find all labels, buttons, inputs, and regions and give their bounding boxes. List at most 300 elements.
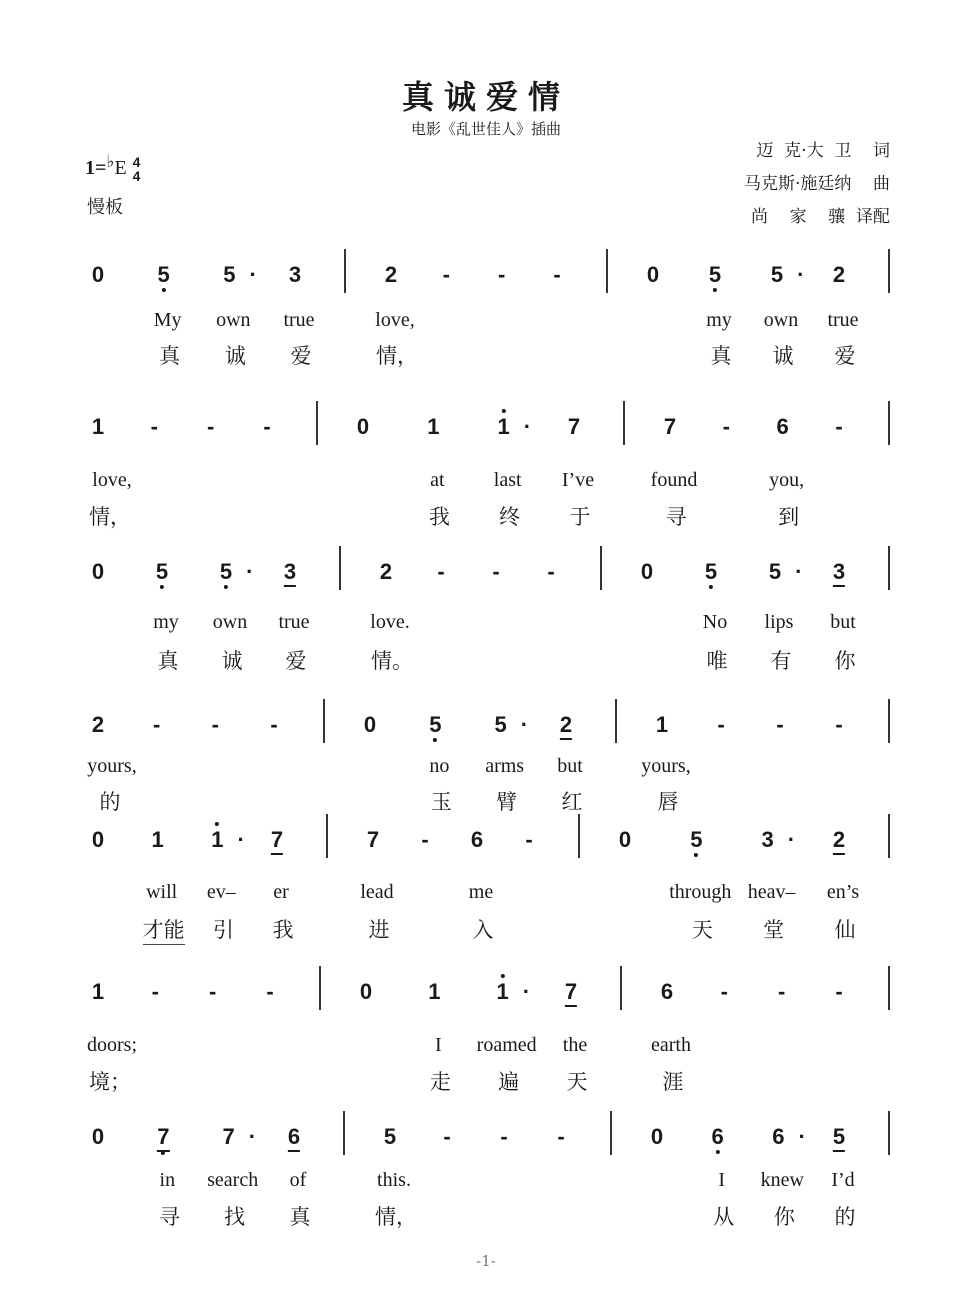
lyric-english: My — [153, 309, 182, 331]
note — [385, 263, 397, 287]
translator-credit: 尚 家 骧 译配 — [750, 207, 890, 227]
lyric-english: love, — [375, 309, 415, 331]
note-digit: 0 — [363, 712, 377, 737]
note-digit: 5 — [157, 262, 170, 287]
lyric-english: I — [434, 1034, 442, 1056]
note — [367, 828, 379, 852]
bar-line — [888, 1111, 890, 1155]
note-digit: 7 — [567, 414, 581, 439]
dash-extension — [500, 1125, 507, 1149]
note-digit: 7 — [663, 414, 677, 439]
lyric-chinese: 天 — [691, 918, 713, 942]
dash-extension — [835, 415, 842, 439]
lyric-chinese: 诚 — [224, 344, 246, 368]
bar-line — [344, 249, 346, 293]
note-digit: 1 — [91, 414, 105, 439]
note-digit: - — [442, 262, 450, 287]
dash-extension — [270, 713, 277, 737]
note — [156, 560, 168, 584]
dash-extension — [553, 263, 560, 287]
augmentation-dot: · — [798, 1124, 806, 1149]
note-digit: - — [553, 262, 561, 287]
note — [357, 415, 369, 439]
lyric-chinese: 的 — [99, 790, 121, 814]
note-digit: 0 — [618, 827, 632, 852]
note-digit: - — [717, 712, 725, 737]
bar-line — [578, 814, 580, 858]
note — [384, 1125, 396, 1149]
note-digit: 6 — [711, 1124, 724, 1149]
bar-line — [620, 966, 622, 1010]
note — [157, 1125, 169, 1152]
lyric-chinese: 爱 — [290, 344, 312, 368]
note-digit: - — [270, 712, 278, 737]
note-digit: - — [208, 979, 217, 1004]
dash-extension — [207, 415, 214, 439]
note — [664, 415, 676, 439]
lyric-chinese: 才能 — [143, 914, 185, 945]
dash-extension — [263, 415, 270, 439]
lyric-english: I’ve — [561, 469, 595, 491]
augmentation-dot: · — [249, 262, 257, 287]
lyricist-credit: 迈 克·大 卫 词 — [756, 141, 890, 161]
note-digit: 1 — [151, 827, 164, 852]
note-digit: 5 — [155, 559, 169, 584]
lyric-english: at — [430, 469, 445, 491]
lyric-english: of — [289, 1169, 307, 1191]
note-digit: - — [206, 414, 215, 439]
bar-line — [888, 546, 890, 590]
lyric-chinese: 引 — [212, 918, 234, 942]
lyric-english: but — [830, 611, 856, 633]
dash-extension — [547, 560, 554, 584]
note — [92, 263, 104, 287]
note-digit: - — [547, 559, 555, 584]
time-bottom: 4 — [132, 168, 141, 185]
lyric-chinese: 走 — [429, 1070, 451, 1094]
note — [651, 1125, 663, 1149]
lyric-chinese: 唇 — [657, 790, 679, 814]
lyric-chinese: 我 — [428, 505, 450, 529]
bar-line — [339, 546, 341, 590]
augmentation-dot: · — [520, 712, 529, 737]
note-digit: 5 — [383, 1124, 397, 1149]
lyric-english: lead — [360, 881, 394, 903]
note — [712, 1125, 724, 1149]
lyric-english: found — [650, 469, 698, 491]
dash-extension — [778, 980, 785, 1004]
note-digit: 1 · — [497, 414, 532, 439]
note-digit: 5 — [833, 1125, 845, 1152]
dash-extension — [776, 713, 783, 737]
note-digit: 3 — [284, 560, 296, 587]
lyric-english: but — [557, 755, 583, 777]
note — [92, 713, 104, 737]
lyric-english: no — [429, 755, 450, 777]
note-digit: - — [421, 827, 429, 852]
dash-extension — [492, 560, 499, 584]
note — [211, 827, 245, 852]
note — [833, 828, 845, 855]
note-digit: - — [720, 979, 728, 1004]
note — [661, 980, 673, 1004]
note-digit: 7 · — [222, 1124, 257, 1149]
note-digit: 0 — [91, 827, 105, 852]
lyric-chinese: 你 — [834, 649, 856, 673]
note-digit: 2 — [384, 262, 398, 287]
note — [647, 263, 659, 287]
lyric-chinese: 境； — [89, 1070, 131, 1094]
lyric-chinese: 诚 — [772, 344, 794, 368]
lyric-chinese: 堂 — [763, 918, 785, 942]
composer-credit: 马克斯·施廷纳 曲 — [743, 174, 890, 194]
note-digit: - — [151, 979, 159, 1004]
note — [380, 560, 392, 584]
note-digit: - — [722, 414, 730, 439]
augmentation-dot: · — [237, 827, 245, 852]
lyric-chinese: 寻 — [665, 505, 687, 529]
note-digit: 1 — [91, 979, 105, 1004]
note — [560, 713, 572, 740]
note-digit: 7 — [271, 828, 283, 855]
note-digit: 1 — [427, 414, 440, 439]
note-digit: 6 — [470, 827, 484, 852]
lyric-english: my — [153, 611, 179, 633]
note-digit: 7 — [565, 980, 577, 1007]
note — [158, 263, 170, 287]
note — [496, 979, 531, 1004]
note-digit: 1 · — [496, 979, 531, 1004]
lyric-chinese: 仙 — [834, 918, 856, 942]
lyric-english: this. — [377, 1169, 411, 1191]
lyric-chinese: 唯 — [706, 649, 728, 673]
augmentation-dot: · — [797, 262, 805, 287]
dash-extension — [266, 980, 273, 1004]
dash-extension — [153, 713, 160, 737]
lyric-english: yours, — [641, 755, 691, 777]
lyric-chinese: 真 — [710, 344, 732, 368]
augmentation-dot: · — [523, 414, 532, 439]
note — [656, 713, 668, 737]
note-digit: 0 — [91, 1124, 105, 1149]
lyric-english: en’s — [826, 881, 860, 903]
flat-icon: ♭ — [106, 152, 115, 171]
bar-line — [319, 966, 321, 1010]
note-digit: - — [263, 414, 271, 439]
note-digit: 2 — [832, 262, 846, 287]
lyric-chinese: 终 — [499, 505, 521, 529]
lyric-english: own — [763, 309, 799, 331]
note — [471, 828, 483, 852]
lyric-chinese: 找 — [224, 1205, 246, 1229]
note — [289, 263, 301, 287]
note-digit: 1 — [655, 712, 669, 737]
note-digit: 5 · — [219, 559, 254, 584]
dash-extension — [721, 980, 728, 1004]
note — [777, 415, 789, 439]
note — [770, 262, 805, 287]
note — [705, 560, 717, 584]
note-digit: 5 · — [768, 559, 803, 584]
note — [833, 263, 845, 287]
note-digit: 2 — [560, 713, 572, 740]
note-digit: - — [835, 712, 843, 737]
lyric-english: yours, — [87, 755, 137, 777]
note — [219, 559, 254, 584]
note — [833, 1125, 845, 1152]
note-digit: - — [150, 414, 158, 439]
lyric-english: true — [278, 611, 310, 633]
lyric-chinese: 情。 — [371, 649, 413, 673]
note — [565, 980, 577, 1007]
note-digit: 1 · — [211, 827, 245, 852]
lyric-chinese: 真 — [157, 649, 179, 673]
augmentation-dot: · — [795, 559, 803, 584]
lyric-english: arms — [485, 755, 525, 777]
dash-extension — [212, 713, 219, 737]
augmentation-dot: · — [787, 827, 796, 852]
note — [641, 560, 653, 584]
note — [364, 713, 376, 737]
dash-extension — [443, 1125, 450, 1149]
note-digit: 0 — [91, 559, 105, 584]
note — [568, 415, 580, 439]
lyric-english: heav– — [747, 881, 796, 903]
lyric-english: search — [207, 1169, 259, 1191]
key-prefix: 1= — [85, 157, 107, 179]
dash-extension — [557, 1125, 564, 1149]
lyric-english: I’d — [831, 1169, 855, 1191]
note-digit: - — [437, 559, 445, 584]
note — [92, 560, 104, 584]
lyric-chinese: 情， — [375, 1205, 417, 1229]
note — [772, 1124, 806, 1149]
bar-line — [615, 699, 617, 743]
note — [152, 828, 164, 852]
lyric-english: lips — [764, 611, 794, 633]
note-digit: 6 — [288, 1125, 300, 1152]
key-signature — [85, 152, 140, 183]
lyric-chinese: 诚 — [221, 649, 243, 673]
lyric-chinese: 有 — [770, 649, 792, 673]
note-digit: 6 · — [772, 1124, 806, 1149]
note-digit: 0 — [640, 559, 654, 584]
note-digit: - — [777, 979, 786, 1004]
lyric-english: through — [669, 881, 732, 903]
lyric-chinese: 臂 — [496, 790, 518, 814]
bar-line — [623, 401, 625, 445]
note-digit: 5 · — [223, 262, 257, 287]
lyric-chinese: 红 — [561, 790, 583, 814]
note — [288, 1125, 300, 1152]
lyric-english: true — [827, 309, 859, 331]
note — [427, 415, 439, 439]
dash-extension — [209, 980, 216, 1004]
dash-extension — [723, 415, 730, 439]
note — [497, 414, 532, 439]
time-signature — [133, 155, 141, 183]
dash-extension — [443, 263, 450, 287]
lyric-english: earth — [651, 1034, 691, 1056]
note — [92, 828, 104, 852]
lyric-english: own — [216, 309, 251, 331]
lyric-english: No — [702, 611, 728, 633]
bar-line — [888, 249, 890, 293]
note — [271, 828, 283, 855]
bar-line — [316, 401, 318, 445]
dash-extension — [835, 980, 842, 1004]
note — [92, 1125, 104, 1149]
note-digit: - — [500, 1124, 508, 1149]
note-digit: 3 — [833, 560, 845, 587]
note — [833, 560, 845, 587]
dash-extension — [152, 980, 159, 1004]
note-digit: 6 — [776, 414, 789, 439]
lyric-english: love. — [370, 611, 410, 633]
lyric-chinese: 玉 — [430, 790, 452, 814]
lyric-chinese: 真 — [289, 1205, 311, 1229]
lyric-chinese: 情， — [89, 505, 131, 529]
note-digit: 7 — [157, 1125, 169, 1152]
lyric-english: in — [159, 1169, 176, 1191]
lyric-chinese: 的 — [834, 1205, 856, 1229]
dash-extension — [525, 828, 532, 852]
note — [223, 262, 257, 287]
lyric-chinese: 爱 — [834, 344, 856, 368]
lyric-chinese: 真 — [159, 344, 181, 368]
note-digit: - — [557, 1124, 565, 1149]
note — [690, 828, 702, 852]
note-digit: 0 — [356, 414, 370, 439]
augmentation-dot: · — [248, 1124, 257, 1149]
note — [494, 712, 529, 737]
bar-line — [600, 546, 602, 590]
tempo-marking: 慢板 — [87, 197, 123, 218]
note-digit: 2 — [833, 828, 845, 855]
bar-line — [888, 814, 890, 858]
note-digit: 5 · — [770, 262, 805, 287]
lyric-english: doors; — [87, 1034, 137, 1056]
lyric-english: roamed — [476, 1034, 537, 1056]
lyric-chinese: 涯 — [662, 1070, 684, 1094]
lyric-english: knew — [760, 1169, 804, 1191]
lyric-english: me — [468, 881, 494, 903]
lyric-chinese: 我 — [272, 918, 294, 942]
note-digit: - — [152, 712, 161, 737]
dash-extension — [421, 828, 428, 852]
note — [709, 263, 721, 287]
dash-extension — [151, 415, 158, 439]
bar-line — [610, 1111, 612, 1155]
note-digit: 6 — [660, 979, 674, 1004]
note-digit: 2 — [379, 559, 393, 584]
note-digit: 5 — [708, 262, 722, 287]
note-digit: 1 — [428, 979, 441, 1004]
lyric-chinese: 情， — [376, 344, 418, 368]
note-digit: 0 — [646, 262, 660, 287]
lyric-english: I — [718, 1169, 725, 1191]
lyric-english: you, — [769, 469, 805, 491]
time-top: 4 — [132, 154, 141, 171]
lyric-english: own — [212, 611, 248, 633]
page-number: -1- — [476, 1252, 496, 1270]
bar-line — [323, 699, 325, 743]
note — [428, 980, 440, 1004]
note — [284, 560, 296, 587]
lyric-english: last — [493, 469, 522, 491]
note-digit: - — [443, 1124, 451, 1149]
note — [768, 559, 803, 584]
song-title: 真诚爱情 — [401, 78, 570, 116]
lyric-chinese: 爱 — [285, 649, 307, 673]
bar-line — [888, 401, 890, 445]
note-digit: 7 — [366, 827, 380, 852]
lyric-english: ev– — [206, 881, 236, 903]
note — [92, 415, 104, 439]
note-digit: - — [776, 712, 784, 737]
bar-line — [326, 814, 328, 858]
note-digit: - — [835, 979, 843, 1004]
note — [360, 980, 372, 1004]
note — [761, 827, 796, 852]
key-note: E — [114, 157, 127, 179]
note-digit: - — [266, 979, 274, 1004]
lyric-english: love, — [92, 469, 132, 491]
note-digit: - — [497, 262, 506, 287]
lyric-chinese: 你 — [773, 1205, 795, 1229]
note-digit: 5 — [704, 559, 718, 584]
lyric-english: will — [146, 881, 178, 903]
lyric-english: er — [273, 881, 289, 903]
bar-line — [343, 1111, 345, 1155]
lyric-english: my — [706, 309, 732, 331]
note-digit: 5 — [429, 712, 442, 737]
augmentation-dot: · — [522, 979, 531, 1004]
note-digit: - — [835, 414, 843, 439]
note-digit: - — [525, 827, 533, 852]
lyric-english: the — [562, 1034, 588, 1056]
note-digit: 3 — [288, 262, 302, 287]
note-digit: 0 — [650, 1124, 664, 1149]
note — [222, 1124, 257, 1149]
note-digit: 5 · — [494, 712, 529, 737]
note-digit: 3 · — [761, 827, 796, 852]
dash-extension — [717, 713, 724, 737]
note-digit: 2 — [91, 712, 105, 737]
augmentation-dot: · — [246, 559, 254, 584]
bar-line — [606, 249, 608, 293]
note-digit: 0 — [91, 262, 105, 287]
lyric-chinese: 遍 — [498, 1070, 520, 1094]
bar-line — [888, 966, 890, 1010]
lyric-chinese: 到 — [778, 505, 800, 529]
note-digit: 0 — [359, 979, 373, 1004]
dash-extension — [835, 713, 842, 737]
note-digit: - — [492, 559, 500, 584]
lyric-chinese: 从 — [713, 1205, 735, 1229]
note-digit: - — [211, 712, 219, 737]
lyric-chinese: 于 — [569, 505, 591, 529]
note — [92, 980, 104, 1004]
note-digit: 5 — [690, 827, 703, 852]
bar-line — [888, 699, 890, 743]
lyric-english: true — [283, 309, 315, 331]
lyric-chinese: 寻 — [158, 1205, 180, 1229]
note — [429, 713, 441, 737]
lyric-chinese: 进 — [368, 918, 390, 942]
dash-extension — [498, 263, 505, 287]
dash-extension — [437, 560, 444, 584]
